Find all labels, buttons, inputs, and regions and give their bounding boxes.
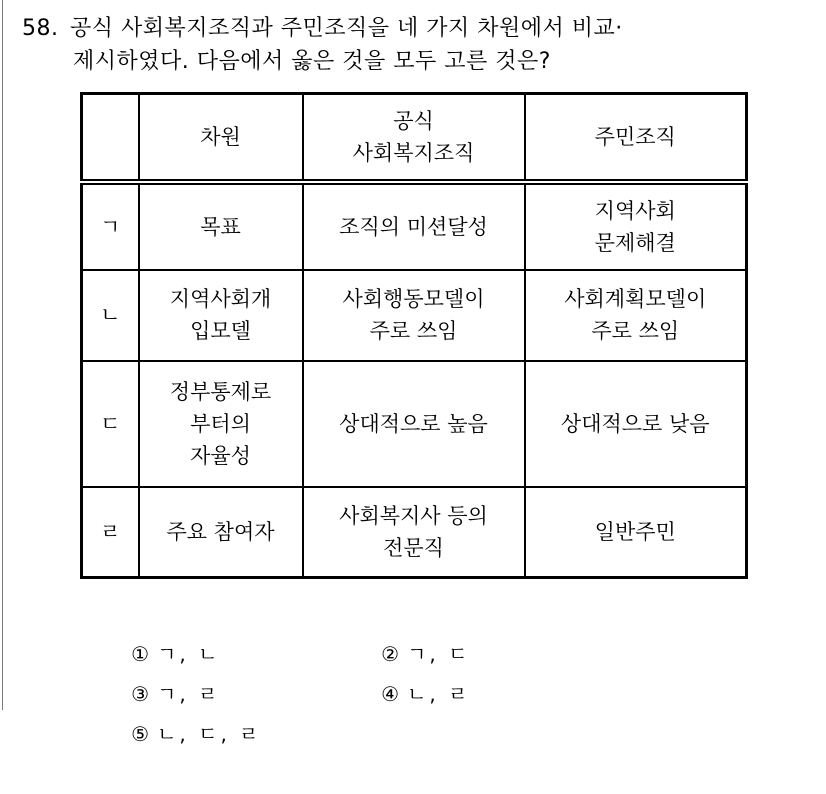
cell-text: 사회계획모델이 [564,287,707,311]
choice-text: ㄴ, ㄹ [407,682,471,706]
choice-text: ㄱ, ㄷ [407,642,471,666]
cell-text: 문제해결 [594,230,676,255]
row-formal [303,270,525,361]
row-formal [303,182,525,270]
cell-text: 지역사회개 [169,287,272,311]
row-dimension [139,487,303,578]
row-marker: ㄹ [82,487,139,578]
choice-number: ① [131,642,150,666]
header-resident-org: 주민조직 [525,94,747,182]
cell-text: 상대적으로 낮음 [560,411,710,436]
answer-row [75,594,675,666]
answer-row [75,674,675,746]
row-resident [525,361,747,487]
table-row [82,182,747,270]
cell-text: 부터의 [190,411,251,436]
cell-text: 전문직 [383,535,444,560]
choice-number: ③ [131,682,150,706]
table-row [82,487,747,578]
cell-text: 자율성 [190,443,251,468]
cell-text: 사회복지사 등의 [339,503,488,528]
row-resident [525,270,747,361]
question-line-1: 공식 사회복지조직과 주민조직을 네 가지 차원에서 비교· [70,16,623,41]
table-row [82,361,747,487]
table-header-row [82,94,747,182]
row-dimension [139,270,303,361]
choice-text: ㄱ, ㄴ [157,642,221,666]
header-marker [82,94,139,182]
answer-choices [75,594,675,746]
table-row [82,270,747,361]
choice-text: ㄱ, ㄹ [157,682,221,706]
choice-number: ② [381,642,400,666]
header-formal-org [303,94,525,182]
question-text [22,12,812,78]
question-number: 58. [22,16,59,41]
choice-number: ④ [381,682,400,706]
header-formal-line-1: 공식 [393,108,434,133]
row-marker: ㄴ [82,270,139,361]
comparison-table [80,92,748,579]
cell-text: 사회행동모델이 [342,287,485,311]
question-line-2: 제시하였다. 다음에서 옳은 것을 모두 고른 것은? [73,49,551,74]
cell-text: 조직의 미션달성 [339,214,488,239]
cell-text: 목표 [200,214,241,239]
cell-text: 입모델 [190,319,251,343]
choice-5[interactable] [75,674,261,794]
header-formal-line-2: 사회복지조직 [352,140,475,165]
header-dimension: 차원 [139,94,303,182]
row-marker: ㄷ [82,361,139,487]
row-resident [525,182,747,270]
choice-number: ⑤ [131,722,150,746]
cell-text: 주로 쓰임 [369,319,458,343]
cell-text: 일반주민 [594,519,676,544]
choice-text: ㄴ, ㄷ, ㄹ [157,722,262,746]
cell-text: 주로 쓰임 [591,319,680,343]
answer-row [75,634,675,706]
row-formal [303,361,525,487]
cell-text: 지역사회 [594,198,676,223]
row-dimension [139,361,303,487]
row-formal [303,487,525,578]
cell-text: 주요 참여자 [166,519,275,544]
row-marker: ㄱ [82,182,139,270]
cell-text: 상대적으로 높음 [339,411,488,436]
page-left-border [2,0,3,710]
row-resident [525,487,747,578]
row-dimension [139,182,303,270]
cell-text: 정부통제로 [169,379,272,404]
